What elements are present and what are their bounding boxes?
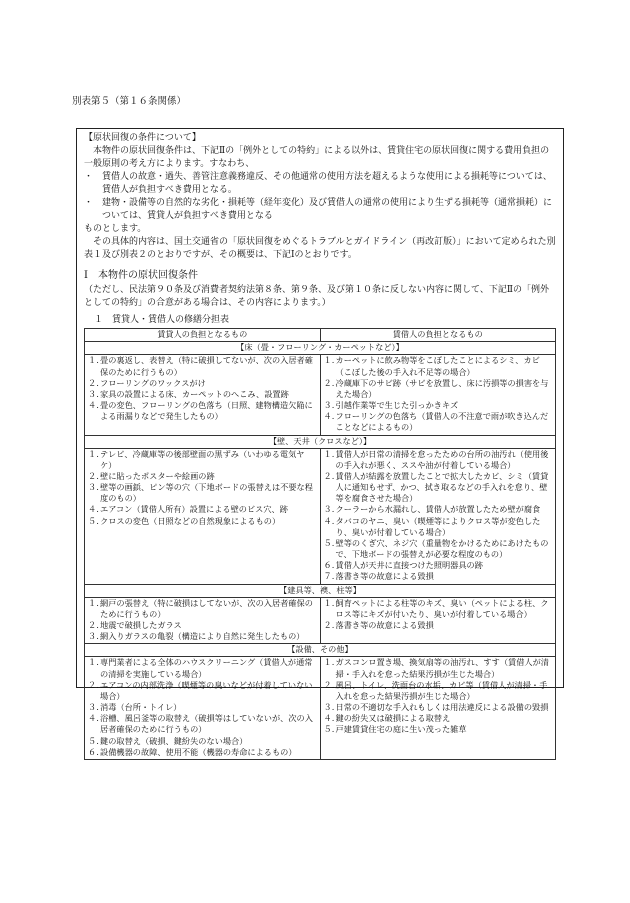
item-text: クロスの変色（日照などの自然現象によるもの） [100,515,281,526]
category-row [85,435,556,448]
item-number: ２. [323,620,335,631]
item-text: 浴槽、風呂釜等の取替え（破損等はしていないが、次の入居者確保のために行うもの） [100,713,313,735]
list-item [324,702,553,713]
list-item [324,504,553,515]
lessee-column-header: 賃借人の負担となるもの [320,329,556,342]
item-text: フローリングの色落ち（賃借人の不注意で雨が吹き込んだことなどによるもの） [335,411,549,433]
intro-bullet-1 [84,171,556,197]
item-text: 壁等のくぎ穴、ネジ穴（重量物をかけるためにあけたもので、下地ボードの張替えが必要な程度のもの） [335,537,549,560]
item-number: ３. [88,388,99,399]
item-number: ３. [88,702,99,713]
item-text: エアコンの内部洗浄（喫煙等の臭いなどが付着していない場合） [100,679,313,701]
list-item [88,680,317,702]
intro-bullet-2 [84,197,556,223]
lessor-cell [85,448,321,584]
appendix-header: 別表第５（第１６条関係） [72,96,187,107]
item-number: ３. [88,631,99,642]
item-text: 消毒（台所・トイレ） [100,702,182,713]
list-item [324,355,553,377]
list-item [324,724,553,735]
item-number: １. [323,448,335,459]
category-row [85,584,556,597]
item-number: ３. [323,400,335,411]
list-item [88,504,317,515]
item-text: 畳の変色、フローリングの色落ち（日照、建物構造欠陥による雨漏りなどで発生したもの） [100,400,313,422]
item-number: ２. [88,377,99,388]
bullet-mark: ・ [84,198,94,209]
item-text: タバコのヤニ、臭い（喫煙等によりクロス等が変色したり、臭いが付着している場合） [335,515,541,537]
item-text: 風呂、トイレ、洗面台の水垢、カビ等（賃借人が清掃・手入れを怠った結果汚損が生じた場合） [335,679,548,701]
item-number: １. [323,657,335,668]
list-item [88,471,317,482]
list-item [88,449,317,471]
item-number: ７. [323,571,335,582]
item-number: １. [88,657,99,668]
category-row [85,644,556,657]
list-item [324,516,553,538]
list-item [324,571,553,582]
lessee-cell [320,657,556,759]
item-number: １. [88,448,99,459]
item-text: ガスコンロ置き場、換気扇等の油汚れ、すす（賃借人が清掃・手入れを怠った結果汚損が生じた場合） [335,657,549,679]
lessor-cell [85,597,321,644]
list-item [324,411,553,433]
item-text: 鍵の取替え（破損、鍵紛失のない場合） [100,735,248,746]
table-row [85,597,556,644]
item-number: ３. [323,504,335,515]
list-item [88,516,317,527]
item-number: ５. [88,515,99,526]
item-number: ２. [323,470,335,481]
list-item [88,702,317,713]
item-text: 家具の設置による床、カーペットのへこみ、設置跡 [100,388,289,399]
item-text: 網入りガラスの亀裂（構造により自然に発生したもの） [100,631,305,642]
lessee-cell [320,597,556,644]
lessor-cell [85,355,321,435]
category-row [85,342,556,355]
item-text: エアコン（賃借人所有）設置による壁のビス穴、跡 [100,504,288,515]
table-row [85,448,556,584]
item-text: 戸建賃貸住宅の庭に生い茂った雑草 [335,724,467,735]
item-number: １. [88,355,99,366]
list-item [324,657,553,679]
item-number: ４. [88,400,99,411]
item-text: 鍵の紛失又は破損による取替え [335,713,451,724]
list-item [324,538,553,560]
lessor-column-header: 賃貸人の負担となるもの [85,329,321,342]
item-number: ４. [88,713,99,724]
item-text: 賃借人が日常の清掃を怠ったための台所の油汚れ（使用後の手入れが悪く、ススや油が付着している場合） [335,448,549,470]
list-item [88,631,317,642]
item-text: 落書き等の故意による毀損 [335,620,434,631]
category-label: 【床（畳・フローリング・カーペットなど）】 [85,342,556,355]
item-number: ２. [88,470,99,481]
category-label: 【壁、天井（クロスなど）】 [85,435,556,448]
list-item [88,389,317,400]
item-number: ２. [88,620,99,631]
list-item [88,355,317,377]
table-row [85,657,556,759]
intro-paragraph-2: その具体的内容は、国土交通省の「原状回復をめぐるトラブルとガイドライン（再改訂版）」において定められた別表１及び別表２のとおりですが、その概要は、下記Ⅰのとおりです。 [84,237,556,261]
item-text: フローリングのワックスがけ [100,377,206,388]
list-item [88,736,317,747]
category-label: 【建具等、襖、柱等】 [85,584,556,597]
item-text: カーペットに飲み物等をこぼしたことによるシミ、カビ（こぼした後の手入れ不足等の場合） [335,355,540,377]
item-text: クーラーから水漏れし、賃借人が放置したため壁が腐食 [335,504,541,515]
list-item [88,747,317,758]
item-text: 冷蔵庫下のサビ跡（サビを放置し、床に汚損等の損害を与えた場合） [335,377,549,399]
item-number: ４. [323,515,335,526]
item-number: １. [88,597,99,608]
item-text: 日常の不適切な手入れもしくは用法違反による設備の毀損 [335,702,549,713]
item-number: ４. [88,504,99,515]
bullet-text: 建物・設備等の自然的な劣化・損耗等（経年変化）及び賃借人の通常の使用により生ずる損耗等（通常損耗）については、賃貸人が負担すべき費用となる [102,198,553,222]
lessor-cell [85,657,321,759]
intro-title: 【原状回復の条件について】 [84,133,201,143]
list-item [324,560,553,571]
list-item [324,378,553,400]
list-item [324,620,553,631]
table-row [85,355,556,435]
bullet-text: 賃借人の故意・過失、善管注意義務違反、その他通常の使用方法を超えるような使用による損耗等については、賃借人が負担すべき費用となる。 [102,172,552,196]
item-number: １. [323,597,335,608]
item-number: ３. [323,702,335,713]
list-item [88,482,317,504]
item-text: 賃借人が天井に直接つけた照明器具の跡 [335,560,483,571]
item-number: ２. [323,377,335,388]
item-text: 設備機器の故障、使用不能（機器の寿命によるもの） [100,746,297,757]
item-number: ４. [323,713,335,724]
table-body [85,342,556,760]
item-text: 落書き等の故意による毀損 [335,571,434,582]
list-item [324,680,553,702]
item-number: ５. [323,537,335,548]
list-item [324,400,553,411]
intro-paragraph-1: 本物件の原状回復条件は、下記Ⅱの「例外としての特約」による以外は、賃貸住宅の原状回復に関する費用負担の一般原則の考え方によります。すなわち、 [84,146,550,170]
item-text: 壁等の画鋲、ピン等の穴（下地ボードの張替えは不要な程度のもの） [100,482,313,504]
item-number: ５. [323,724,335,735]
list-item [88,400,317,422]
list-item [324,713,553,724]
section-title: Ⅰ 本物件の原状回復条件 [84,270,198,282]
item-text: 引越作業等で生じた引っかきキズ [335,400,459,411]
intro-closing: ものとします。 [84,224,147,235]
lessee-cell [320,448,556,584]
table-title: １ 賃貸人・賃借人の修繕分担表 [94,315,230,326]
item-text: テレビ、冷蔵庫等の後部壁面の黒ずみ（いわゆる電気ヤケ） [100,448,305,470]
item-number: ２. [323,679,335,690]
item-text: 地震で破損したガラス [100,620,182,631]
item-number: １. [323,355,335,366]
section-note: （ただし、民法第９０条及び消費者契約法第８条、第９条、及び第１０条に反しない内容に関して、下記Ⅱの「例外としての特約」の合意がある場合は、その内容によります。） [84,284,549,309]
item-number: ４. [323,411,335,422]
document-frame [76,128,564,757]
list-item [324,449,553,471]
item-text: 賃借人が結露を放置したことで拡大したカビ、シミ（賃貸人に通知もせず、かつ、拭き取るなどの手入れを怠り、壁等を腐食させた場合） [335,470,549,504]
item-number: ６. [88,746,99,757]
item-text: 飼育ペットによる柱等のキズ、臭い（ペットによる柱、クロス等にキズが付いたり、臭いが付着している場合） [335,597,549,619]
item-number: ５. [88,735,99,746]
item-number: ６. [323,560,335,571]
item-number: ３. [88,482,99,493]
list-item [88,378,317,389]
item-text: 畳の裏返し、表替え（特に破損してないが、次の入居者確保のために行うもの） [100,355,313,377]
table-header-row [85,329,556,342]
list-item [324,598,553,620]
bullet-mark: ・ [84,172,94,183]
item-text: 専門業者による全体のハウスクリーニング（賃借人が通常の清掃を実施している場合） [100,657,313,679]
item-text: 網戸の張替え（特に破損はしてないが、次の入居者確保のために行うもの） [100,597,313,619]
list-item [88,713,317,735]
list-item [88,657,317,679]
list-item [88,598,317,620]
list-item [324,471,553,504]
list-item [88,620,317,631]
item-number: ２. [88,679,99,690]
repair-share-table [84,328,556,760]
lessee-cell [320,355,556,435]
item-text: 壁に貼ったポスターや絵画の跡 [100,470,215,481]
category-label: 【設備、その他】 [85,644,556,657]
